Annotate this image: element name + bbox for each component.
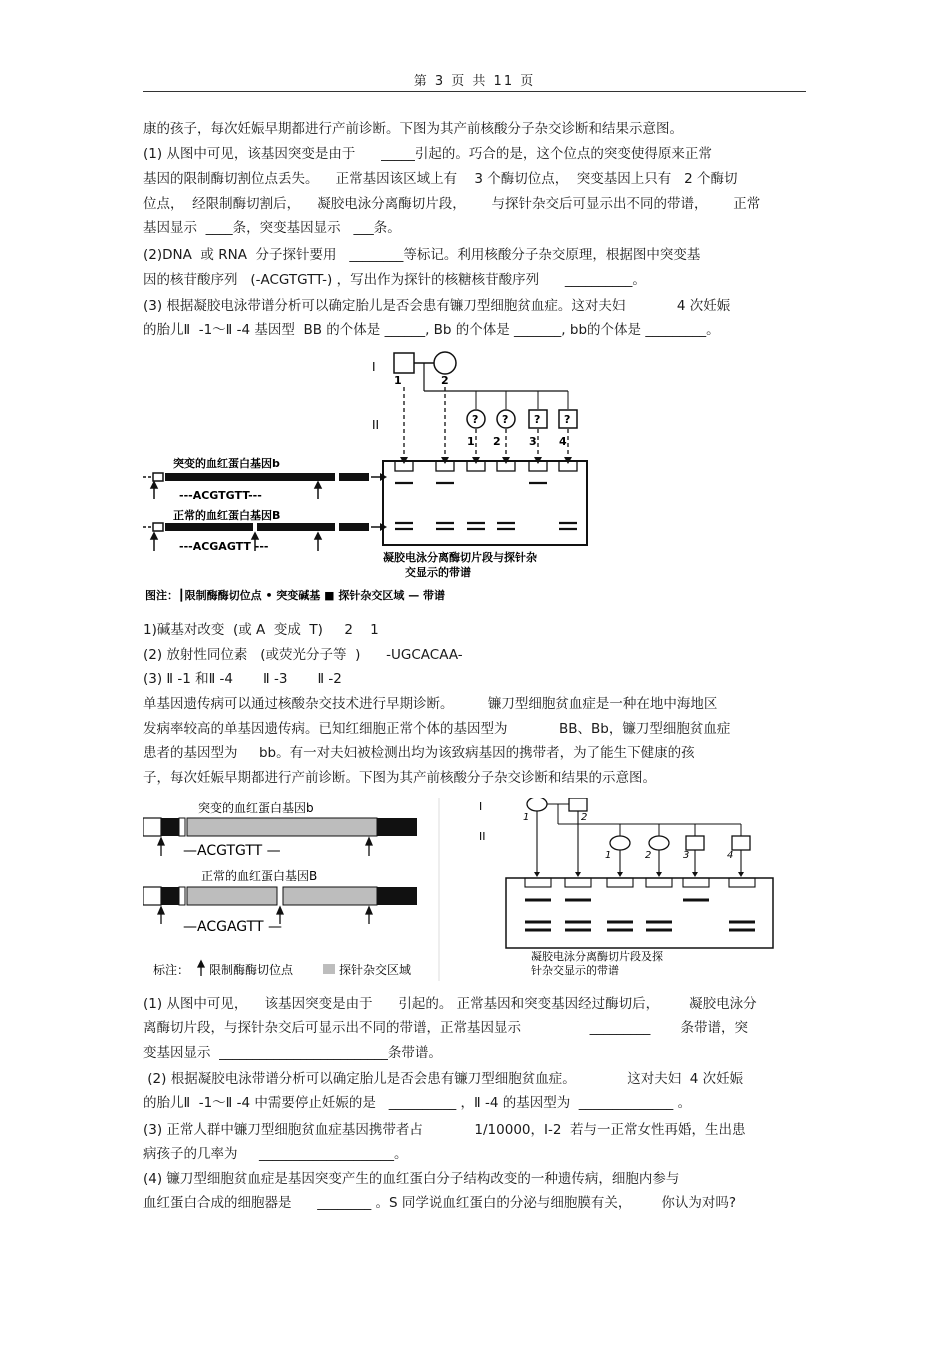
text-line: 病孩子的几率为 ____________________。 (143, 1146, 408, 1162)
text-line: 子，每次妊娠早期都进行产前诊断。下图为其产前核酸分子杂交诊断和结果的示意图。 (143, 770, 656, 786)
gel-caption-line1: 凝胶电泳分离酶切片段与探针杂 (383, 551, 537, 564)
text-line: 变基因显示 _________________________条带谱。 (143, 1045, 442, 1061)
figure-2-legend-site: 限制酶酶切位点 (209, 963, 294, 977)
gen-I-label: I (372, 360, 376, 374)
child-3-mark: ? (534, 413, 541, 426)
text-line: (4) 镰刀型细胞贫血症是基因突变产生的血红蛋白分子结构改变的一种遗传病，细胞内参与 (143, 1171, 680, 1187)
figure-1-svg (143, 351, 590, 607)
text-line: 1)碱基对改变 (或 A 变成 T) 2 1 (143, 622, 379, 638)
text-line: 位点， 经限制酶切割后， 凝胶电泳分离酶切片段， 与探针杂交后可显示出不同的带谱， 正常 (143, 196, 761, 212)
text-line: 康的孩子，每次妊娠早期都进行产前诊断。下图为其产前核酸分子杂交诊断和结果示意图。 (143, 121, 683, 137)
child-3-number-2: 3 (683, 850, 690, 861)
gen-I-label-2: I (479, 800, 483, 813)
child-1-number-2: 1 (605, 850, 612, 861)
figure-2-svg (143, 798, 774, 981)
figure-2-legend-prefix: 标注： (153, 963, 190, 977)
mutant-sequence-2: —ACGTGTT — (183, 843, 281, 859)
child-4-mark: ? (564, 413, 571, 426)
parent-1-number-2: 1 (523, 812, 530, 823)
gel-caption-line2: 交显示的带谱 (405, 566, 471, 579)
text-line: (3) Ⅱ -1 和Ⅱ -4 Ⅱ -3 Ⅱ -2 (143, 671, 342, 687)
gen-II-label-2: II (479, 830, 486, 843)
text-line: (2) 放射性同位素 (或荧光分子等 ) -UGCACAA- (143, 647, 463, 663)
text-line: 基因的限制酶切割位点丢失。 正常基因该区域上有 3 个酶切位点， 突变基因上只有 2 个酶切 (143, 171, 738, 187)
text-line: 的胎儿Ⅱ -1～Ⅱ -4 中需要停止妊娠的是 __________ ，Ⅱ -4 的基因型为 ______________ 。 (143, 1095, 692, 1111)
child-3-number: 3 (529, 435, 537, 448)
text-line: 离酶切片段，与探针杂交后可显示出不同的带谱，正常基因显示 _________ 条带谱，突 (143, 1020, 748, 1036)
parent-1-number: 1 (394, 374, 402, 387)
text-line: (1) 从图中可见，该基因突变是由于 _____引起的。巧合的是，这个位点的突变使得原来正常 (143, 146, 712, 162)
parent-2-number: 2 (441, 374, 449, 387)
normal-sequence-2: —ACGAGTT — (183, 919, 282, 935)
figure-hybridization-1 (143, 351, 590, 607)
parent-2-number-2: 2 (581, 812, 588, 823)
gen-II-label: II (372, 418, 380, 432)
text-line: 发病率较高的单基因遗传病。已知红细胞正常个体的基因型为 BB、Bb，镰刀型细胞贫血症 (143, 721, 731, 737)
text-line: (2) 根据凝胶电泳带谱分析可以确定胎儿是否会患有镰刀型细胞贫血症。 这对夫妇 4 次妊娠 (143, 1071, 744, 1087)
normal-sequence: ---ACGAGTT --- (179, 540, 269, 553)
mutant-gene-label-2: 突变的血红蛋白基因b (198, 801, 314, 815)
child-1-mark: ? (472, 413, 479, 426)
child-1-number: 1 (467, 435, 475, 448)
header-divider (143, 91, 806, 92)
text-line: (2)DNA 或 RNA 分子探针要用 ________等标记。利用核酸分子杂交原理，根据图中突变基 (143, 247, 701, 263)
normal-gene-label-2: 正常的血红蛋白基因B (201, 869, 318, 883)
child-4-number-2: 4 (727, 850, 734, 861)
child-2-number-2: 2 (645, 850, 652, 861)
child-4-number: 4 (559, 435, 567, 448)
text-line: 因的核苷酸序列 (-ACGTGTT-) ，写出作为探针的核糖核苷酸序列 __________。 (143, 272, 646, 288)
mutant-sequence: ---ACGTGTT--- (179, 489, 262, 502)
text-line: 血红蛋白合成的细胞器是 ________ 。S 同学说血红蛋白的分泌与细胞膜有关， 你认为对吗? (143, 1195, 737, 1211)
text-line: 的胎儿Ⅱ -1～Ⅱ -4 基因型 BB 的个体是 ______, Bb 的个体是 _______, bb的个体是 _________。 (143, 322, 720, 338)
child-2-mark: ? (502, 413, 509, 426)
text-line: (1) 从图中可见， 该基因突变是由于 引起的。 正常基因和突变基因经过酶切后， 凝胶电泳分 (143, 996, 757, 1012)
text-line: 单基因遗传病可以通过核酸杂交技术进行早期诊断。 镰刀型细胞贫血症是一种在地中海地区 (143, 696, 718, 712)
child-2-number: 2 (493, 435, 501, 448)
text-line: 基因显示 ____条，突变基因显示 ___条。 (143, 220, 401, 236)
page-number-header: 第 3 页 共 11 页 (413, 74, 536, 89)
gel-caption-2-line2: 针杂交显示的带谱 (531, 964, 619, 977)
mutant-gene-label: 突变的血红蛋白基因b (173, 457, 280, 470)
figure-hybridization-2 (143, 798, 774, 981)
figure-2-legend-probe: 探针杂交区域 (339, 963, 412, 977)
text-line: (3) 正常人群中镰刀型细胞贫血症基因携带者占 1/10000，I-2 若与一正常女性再婚，生出患 (143, 1122, 746, 1138)
figure-1-legend: 图注：┃限制酶酶切位点 • 突变碱基 ■ 探针杂交区域 — 带谱 (145, 589, 446, 602)
text-line: 患者的基因型为 bb。有一对夫妇被检测出均为该致病基因的携带者，为了能生下健康的孩 (143, 745, 695, 761)
normal-gene-label: 正常的血红蛋白基因B (173, 509, 281, 522)
text-line: (3) 根据凝胶电泳带谱分析可以确定胎儿是否会患有镰刀型细胞贫血症。这对夫妇 4 次妊娠 (143, 298, 731, 314)
gel-caption-2-line1: 凝胶电泳分离酶切片段及探 (531, 950, 663, 963)
